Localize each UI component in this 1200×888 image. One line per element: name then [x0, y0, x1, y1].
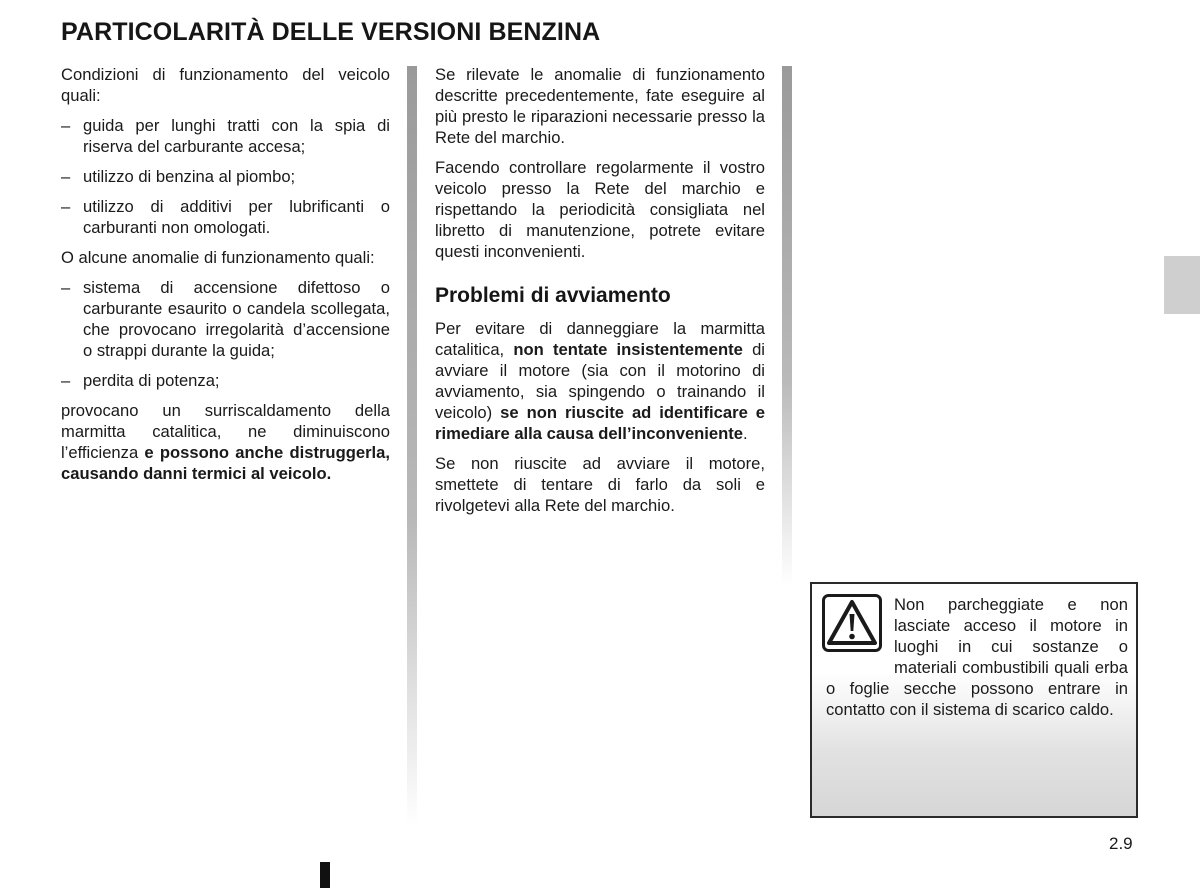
starting-problems-paragraph: Per evitare di danneggiare la marmitta catalitica, non tentate insistentemente di avviare il motore (sia con il motorino di avviamento, sia spingendo o trainando il veicolo) se non riuscite ad identificare e rimediare alla causa dell’inconveniente.: [435, 319, 765, 443]
page-title: PARTICOLARITÀ DELLE VERSIONI BENZINA: [61, 18, 601, 46]
anomalies-list: [61, 277, 390, 391]
column-separator-right: [782, 66, 792, 586]
page-marker: [320, 862, 330, 888]
column-separator-left: [407, 66, 417, 826]
left-column: [61, 64, 390, 493]
list-item: – utilizzo di benzina al piombo;: [61, 167, 296, 186]
contact-network-paragraph: Se non riuscite ad avviare il motore, smettete di tentare di farlo da soli e rivolgetevi alla Rete del marchio.: [435, 454, 765, 515]
conclusion-paragraph: provocano un surriscaldamento della marmitta catalitica, ne diminuiscono l’efficienza e possono anche distruggerla, causando danni termici al veicolo.: [61, 401, 390, 483]
list-item: – guida per lunghi tratti con la spia di riserva del carburante accesa;: [61, 116, 390, 156]
list-item: – utilizzo di additivi per lubrificanti o carburanti non omologati.: [61, 197, 390, 237]
section-heading: Problemi di avviamento: [435, 284, 671, 307]
list-item: – sistema di accensione difettoso o carburante esaurito o candela scollegata, che provocano irregolarità d’accensione o strappi durante la guida;: [61, 278, 390, 360]
warning-box: [810, 582, 1138, 818]
repair-paragraph: Se rilevate le anomalie di funzionamento descritte precedentemente, fate eseguire al più presto le riparazioni necessarie presso la Rete del marchio.: [435, 65, 765, 147]
dash-bullet: –: [61, 167, 71, 186]
intro-paragraph: Condizioni di funzionamento del veicolo quali:: [61, 65, 390, 105]
dash-bullet: –: [61, 197, 71, 216]
list-item: – perdita di potenza;: [61, 371, 220, 390]
chapter-tab: [1164, 256, 1200, 314]
maintenance-paragraph: Facendo controllare regolarmente il vostro veicolo presso la Rete del marchio e rispettando la periodicità consigliata nel libretto di manutenzione, potrete evitare questi inconvenienti.: [435, 158, 765, 261]
page-number: 2.9: [1109, 834, 1133, 853]
conclusion-bold: e possono anche distruggerla, causando danni termici al veicolo.: [61, 443, 390, 483]
warning-text-block: [826, 594, 1128, 720]
warning-text: Non parcheggiate e non lasciate acceso il motore in luoghi in cui sostanze o materiali combustibili quali erba o foglie secche possono entrare in contatto con il sistema di scarico caldo.: [826, 595, 1128, 719]
anomalies-intro: O alcune anomalie di funzionamento quali:: [61, 248, 375, 267]
right-column: [435, 64, 765, 525]
dash-bullet: –: [61, 116, 71, 135]
dash-bullet: –: [61, 371, 71, 390]
dash-bullet: –: [61, 278, 71, 297]
conditions-list: [61, 115, 390, 238]
